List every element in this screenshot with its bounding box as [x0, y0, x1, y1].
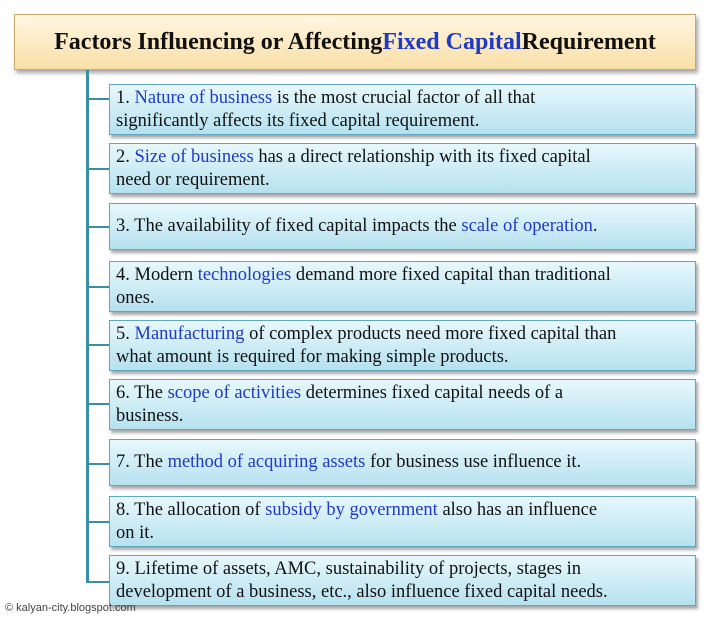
factor-box-4: [109, 261, 696, 312]
factor-text: 5.: [116, 323, 135, 344]
factor-box-3: [109, 203, 696, 250]
factor-highlight: technologies: [197, 264, 292, 285]
factor-box-1: [109, 84, 696, 135]
factor-highlight: Nature of business: [134, 87, 273, 108]
connector-branch: [86, 463, 110, 465]
connector-branch: [86, 581, 110, 583]
factor-box-2: [109, 143, 696, 194]
connector-branch: [86, 226, 110, 228]
factor-highlight: method of acquiring assets: [167, 452, 366, 472]
factor-text: 6. The: [116, 382, 168, 403]
factor-text: demand more fixed capital than traditional ones.: [116, 264, 611, 308]
title-box: [14, 14, 696, 70]
factor-highlight: Manufacturing: [134, 323, 245, 344]
factor-text: of complex products need more fixed capital than what amount is required for making simple products.: [116, 323, 617, 367]
factor-highlight: subsidy by government: [265, 499, 438, 520]
factor-highlight: Size of business: [134, 146, 254, 167]
factor-text: also has an influence on it.: [116, 499, 598, 543]
connector-branch: [86, 286, 110, 288]
factor-text: for business use influence it.: [365, 452, 582, 472]
factor-box-7: [109, 439, 696, 486]
connector-branch: [86, 521, 110, 523]
factor-text: 8. The allocation of: [116, 499, 266, 520]
factor-text: has a direct relationship with its fixed capital need or requirement.: [116, 146, 591, 190]
connector-branch: [86, 344, 110, 346]
copyright-credit: © kalyan-city.blogspot.com: [5, 602, 136, 614]
title-prefix: Factors Influencing or Affecting: [54, 28, 383, 55]
connector-branch: [86, 403, 110, 405]
title-accent: Fixed Capital: [382, 28, 522, 55]
factor-text: 4. Modern: [116, 264, 198, 285]
factor-box-9: [109, 555, 696, 606]
factor-highlight: scope of activities: [167, 382, 302, 403]
factor-text: .: [592, 216, 598, 236]
connector-trunk: [86, 70, 89, 583]
title-suffix: Requirement: [521, 28, 656, 55]
factor-text: 7. The: [116, 452, 168, 472]
connector-branch: [86, 98, 110, 100]
factor-text: 2.: [116, 146, 135, 167]
factor-text: determines fixed capital needs of a business.: [116, 382, 564, 426]
factor-box-5: [109, 320, 696, 371]
factor-text: is the most crucial factor of all that significantly affects its fixed capital requirement.: [116, 87, 536, 131]
factor-box-6: [109, 379, 696, 430]
factor-highlight: scale of operation: [461, 216, 593, 236]
factor-text: 3. The availability of fixed capital impacts the: [116, 216, 462, 236]
factor-text: 1.: [116, 87, 135, 108]
factor-box-8: [109, 496, 696, 547]
factor-text: 9. Lifetime of assets, AMC, sustainability of projects, stages in development of a business, etc., also influence fixed capital needs.: [116, 558, 608, 602]
connector-branch: [86, 168, 110, 170]
